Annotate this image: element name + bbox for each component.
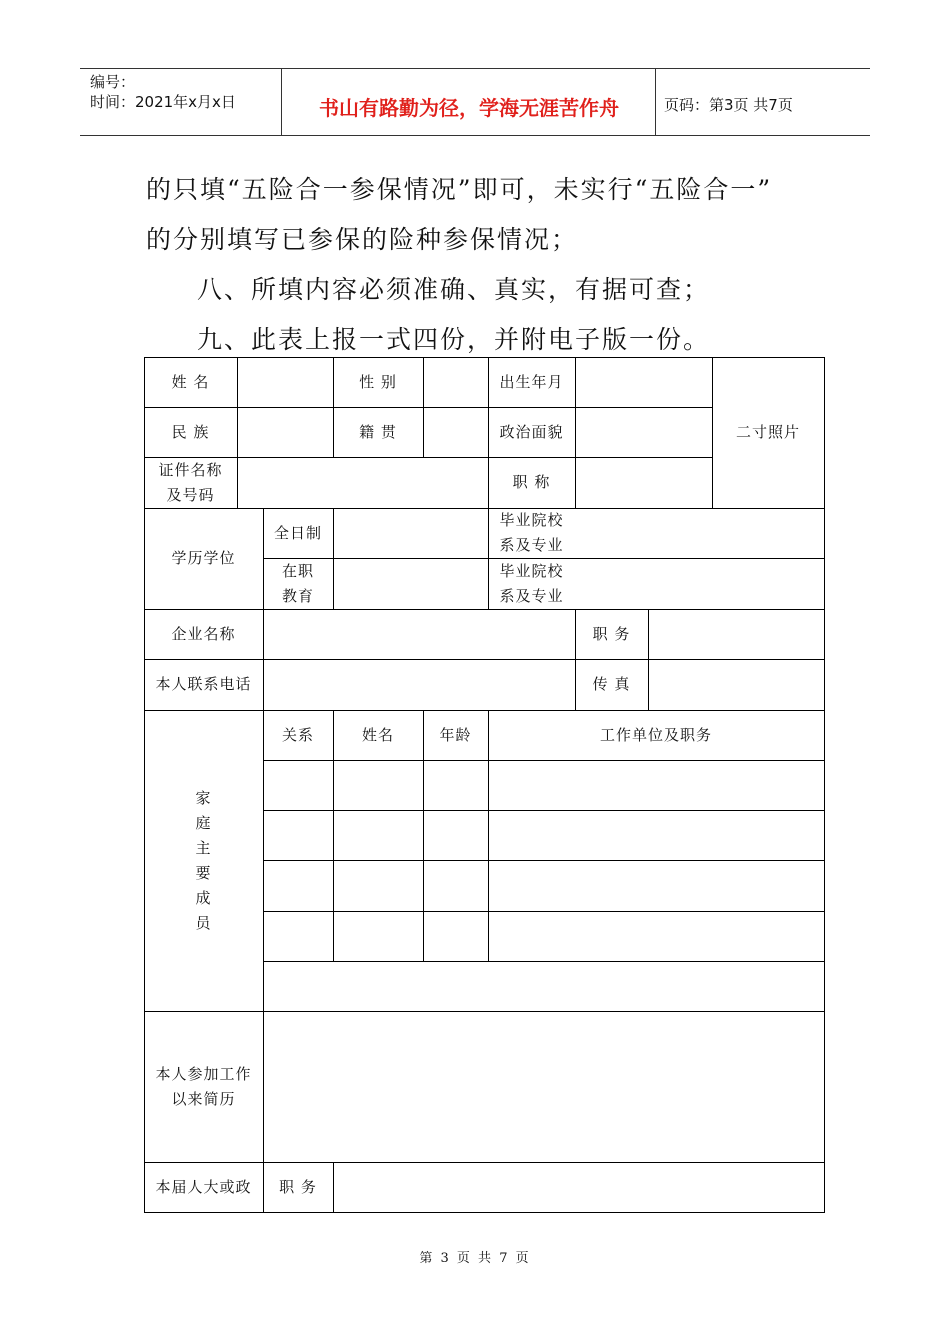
- header-bottom-rule: [80, 135, 870, 136]
- label-resume: [144, 1011, 263, 1162]
- family-char: 家: [195, 788, 212, 807]
- footer-page-number: 第 3 页 共 7 页: [419, 1251, 531, 1266]
- family-char: 成: [195, 888, 212, 907]
- label-in-service: [263, 558, 333, 609]
- label-ethnicity: 民 族: [171, 422, 210, 441]
- label-resume-line-2: 以来简历: [171, 1089, 236, 1108]
- label-political-status: 政治面貌: [499, 422, 564, 441]
- label-title: 职 称: [512, 473, 551, 491]
- label-gender: 性 别: [359, 372, 397, 391]
- label-id-line-2: 及号码: [166, 485, 215, 504]
- label-company: 企业名称: [171, 624, 236, 643]
- header-motto: 书山有路勤为径，学海无涯苦作舟: [319, 96, 619, 120]
- col-work-unit: 工作单位及职务: [599, 725, 712, 744]
- body-line-1: 的只填“五险合一参保情况”即可，未实行“五险合一”: [146, 175, 773, 204]
- label-education: 学历学位: [171, 549, 236, 567]
- label-graduate-school-2: [488, 558, 575, 609]
- application-form: [144, 357, 825, 1213]
- header-divider: [281, 68, 282, 136]
- header-divider: [655, 68, 656, 136]
- label-grad-line-2: 系及专业: [499, 536, 564, 554]
- family-char: 员: [195, 913, 212, 932]
- label-grad2-line-1: 毕业院校: [499, 561, 564, 580]
- label-position: 职 务: [592, 624, 631, 643]
- label-fax: 传 真: [592, 675, 631, 693]
- body-line-4: 九、此表上报一式四份，并附电子版一份。: [197, 325, 711, 354]
- header-top-rule: [80, 68, 870, 69]
- family-char: 主: [195, 838, 212, 857]
- label-name: 姓 名: [171, 372, 210, 391]
- body-line-2: 的分别填写已参保的险种参保情况；: [146, 225, 579, 254]
- label-id-document: [144, 457, 237, 508]
- label-id-line-1: 证件名称: [158, 460, 223, 479]
- label-resume-line-1: 本人参加工作: [155, 1064, 252, 1083]
- header-number: 编号：: [90, 73, 136, 91]
- family-char: 庭: [195, 813, 212, 832]
- label-native-place: 籍 贯: [359, 422, 397, 441]
- label-in-service-line-1: 在职: [281, 561, 314, 580]
- label-graduate-school: [488, 508, 575, 558]
- label-congress-position: 职 务: [279, 1177, 317, 1196]
- label-phone: 本人联系电话: [155, 675, 252, 693]
- label-congress: 本届人大或政: [155, 1177, 252, 1196]
- header-time: 时间：2021年x月x日: [90, 93, 236, 111]
- label-family-members: [144, 710, 263, 1011]
- family-char: 要: [195, 863, 212, 882]
- label-grad2-line-2: 系及专业: [499, 586, 564, 605]
- col-family-name: 姓名: [361, 725, 394, 744]
- label-in-service-line-2: 教育: [281, 586, 314, 605]
- col-age: 年龄: [439, 725, 472, 744]
- col-relation: 关系: [281, 725, 314, 744]
- body-line-3: 八、所填内容必须准确、真实，有据可查；: [197, 275, 711, 304]
- photo-placeholder: 二寸照片: [735, 423, 800, 441]
- label-full-time: 全日制: [273, 523, 322, 542]
- header-page-info: 页码：第3页 共7页: [664, 96, 793, 114]
- label-birth: 出生年月: [499, 372, 564, 391]
- label-grad-line-1: 毕业院校: [499, 511, 564, 529]
